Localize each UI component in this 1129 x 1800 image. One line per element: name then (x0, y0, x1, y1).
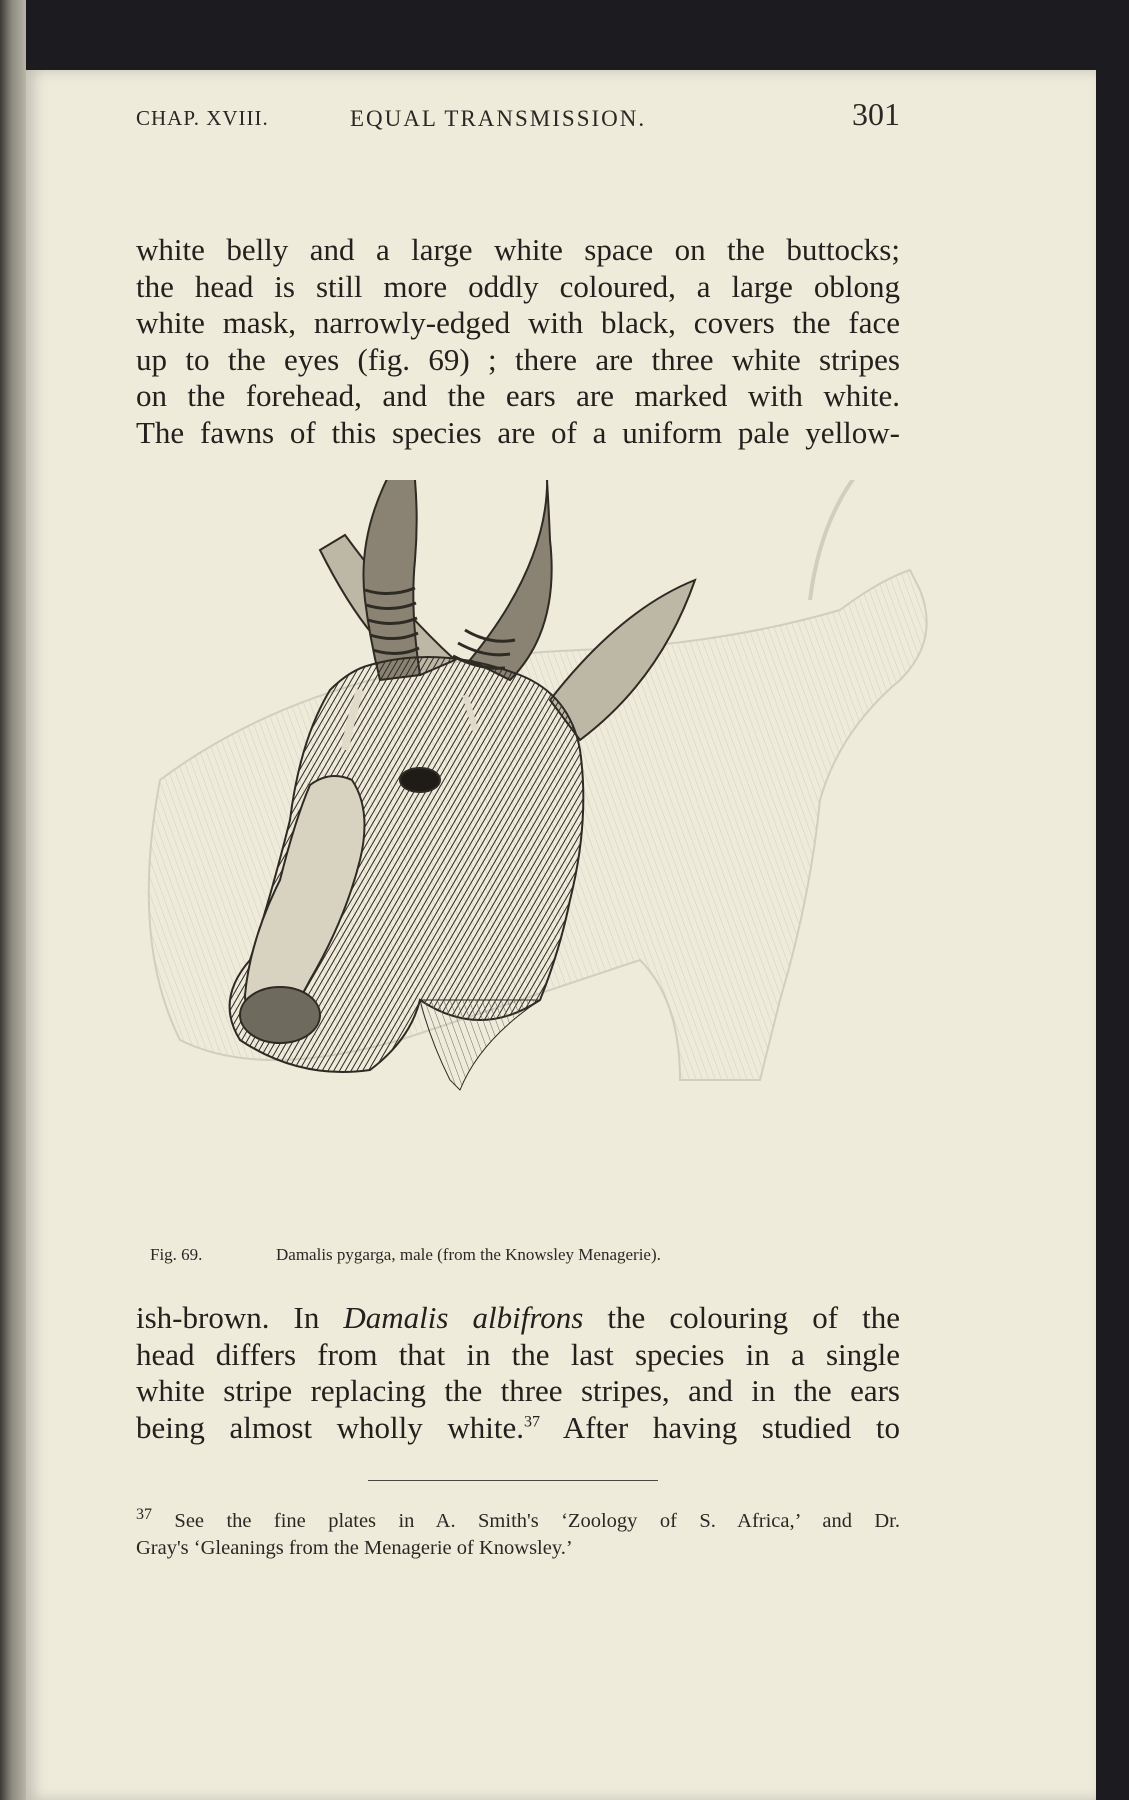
body-text-top (136, 232, 900, 451)
adjacent-page-edge (0, 0, 26, 1800)
text-line: white belly and a large white space on the buttocks; (136, 232, 900, 267)
figure-caption-text: Damalis pygarga, male (from the Knowsley Menagerie). (276, 1245, 661, 1264)
footnote-reference: 37 (523, 1413, 540, 1431)
figure-label: Fig. 69. (150, 1245, 203, 1264)
footnote-line: Gray's ‘Gleanings from the Menagerie of Knowsley.’ (136, 1537, 573, 1559)
text-run: See the fine plates in A. Smith's ‘Zoology of S. Africa,’ and Dr. (152, 1510, 900, 1532)
right-horn (470, 480, 552, 680)
engraving-svg (120, 480, 980, 1240)
text-line: white stripe replacing the three stripes, and in the ears (136, 1373, 900, 1408)
text-line: The fawns of this species are of a uniform pale yellow- (136, 414, 900, 450)
footnote-line (136, 1508, 900, 1535)
text-line: on the forehead, and the ears are marked with white. (136, 378, 900, 413)
text-run: being almost wholly white. (136, 1409, 524, 1445)
text-line: white mask, narrowly-edged with black, covers the face (136, 305, 900, 340)
text-run: the colouring of the (583, 1300, 900, 1335)
page-number: 301 (852, 96, 900, 132)
chapter-label: CHAP. XVIII. (136, 106, 269, 130)
body-text-bottom (136, 1300, 900, 1446)
text-run: ish-brown. In (136, 1300, 344, 1335)
antelope-head-illustration (120, 480, 980, 1240)
neck (420, 1000, 540, 1090)
text-line: the head is still more oddly coloured, a large oblong (136, 268, 900, 304)
footnote (136, 1508, 900, 1562)
eye (400, 768, 440, 792)
text-line: head differs from that in the last species in a single (136, 1336, 900, 1372)
running-head (110, 96, 900, 136)
text-run: After having studied to (539, 1409, 900, 1445)
running-title: EQUAL TRANSMISSION. (350, 106, 647, 131)
muzzle (240, 987, 320, 1043)
species-name: Damalis albifrons (343, 1300, 584, 1335)
text-line: up to the eyes (fig. 69) ; there are three white stripes (136, 341, 900, 377)
footnote-divider (368, 1480, 658, 1481)
text-line (136, 1300, 900, 1337)
footnote-marker: 37 (136, 1506, 152, 1524)
text-line (136, 1410, 900, 1447)
